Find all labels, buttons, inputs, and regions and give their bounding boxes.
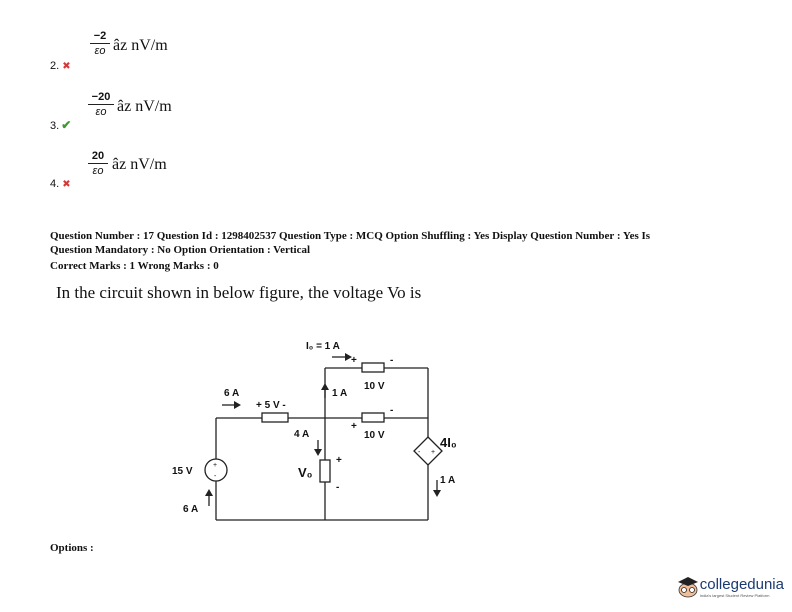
- vo-label: V₀: [298, 465, 313, 480]
- option-3-label: 3. ✔: [50, 118, 72, 132]
- options-label: Options :: [50, 542, 94, 554]
- brand-tagline: India's largest Student Review Platform: [699, 593, 770, 598]
- mid-plus: +: [351, 421, 357, 432]
- top-plus: +: [351, 355, 357, 366]
- right-current-1a: 1 A: [440, 475, 456, 486]
- question-meta-line-2: Question Mandatory : No Option Orientation : Vertical: [50, 244, 311, 256]
- source-minus: -: [214, 473, 217, 480]
- wrong-mark-icon: ✖: [62, 179, 71, 190]
- option-2-unit: âz nV/m: [113, 37, 168, 54]
- vo-minus: -: [336, 482, 340, 493]
- correct-check-icon: ✔: [61, 118, 72, 132]
- arrow-head-icon: [433, 490, 441, 497]
- resistor-left: [262, 413, 288, 422]
- left-res-voltage: + 5 V -: [256, 400, 286, 411]
- top-res-voltage: 10 V: [364, 381, 385, 392]
- arrow-head-icon: [234, 401, 241, 409]
- question-meta-line-1: Question Number : 17 Question Id : 1298402537 Question Type : MCQ Option Shuffling : Yes Display Question Number : Yes Is: [50, 230, 651, 242]
- option-4-numerator: 20: [91, 150, 105, 162]
- arrow-head-icon: [314, 449, 322, 456]
- wrong-mark-icon: ✖: [62, 61, 71, 72]
- option-4-denominator: εo: [92, 165, 104, 177]
- resistor-middle: [362, 413, 384, 422]
- option-2-label: 2. ✖: [50, 60, 71, 72]
- dep-plus: +: [431, 449, 436, 456]
- option-2-denominator: εo: [94, 45, 106, 57]
- source-current: 6 A: [183, 504, 199, 515]
- graduate-mascot-icon: [676, 576, 700, 598]
- top-minus: -: [390, 355, 394, 366]
- question-text: In the circuit shown in below figure, the voltage Vo is: [56, 283, 422, 302]
- option-4-unit: âz nV/m: [112, 156, 167, 173]
- brand-logo: [676, 576, 784, 598]
- resistor-top: [362, 363, 384, 372]
- down-current-4a: 4 A: [294, 429, 310, 440]
- option-4-label: 4. ✖: [50, 178, 71, 190]
- option-2-numerator: −2: [93, 30, 107, 42]
- dep-minus: -: [418, 449, 421, 456]
- arrow-head-icon: [205, 489, 213, 496]
- brand-name: collegedunia: [699, 576, 784, 593]
- option-3-unit: âz nV/m: [117, 98, 172, 115]
- source-plus: +: [213, 462, 218, 469]
- source-voltage: 15 V: [172, 466, 193, 477]
- branch-current-1a: 1 A: [332, 388, 348, 399]
- dep-source-label: 4I₀: [440, 435, 457, 450]
- left-current-6a: 6 A: [224, 388, 240, 399]
- option-3-denominator: εo: [95, 106, 107, 118]
- question-meta-line-3: Correct Marks : 1 Wrong Marks : 0: [50, 260, 219, 272]
- mid-res-voltage: 10 V: [364, 430, 385, 441]
- option-3-numerator: −20: [91, 91, 111, 103]
- vo-plus: +: [336, 455, 342, 466]
- mid-minus: -: [390, 405, 394, 416]
- io-label: I₀ = 1 A: [306, 341, 340, 352]
- resistor-vo: [320, 460, 330, 482]
- arrow-head-icon: [321, 383, 329, 390]
